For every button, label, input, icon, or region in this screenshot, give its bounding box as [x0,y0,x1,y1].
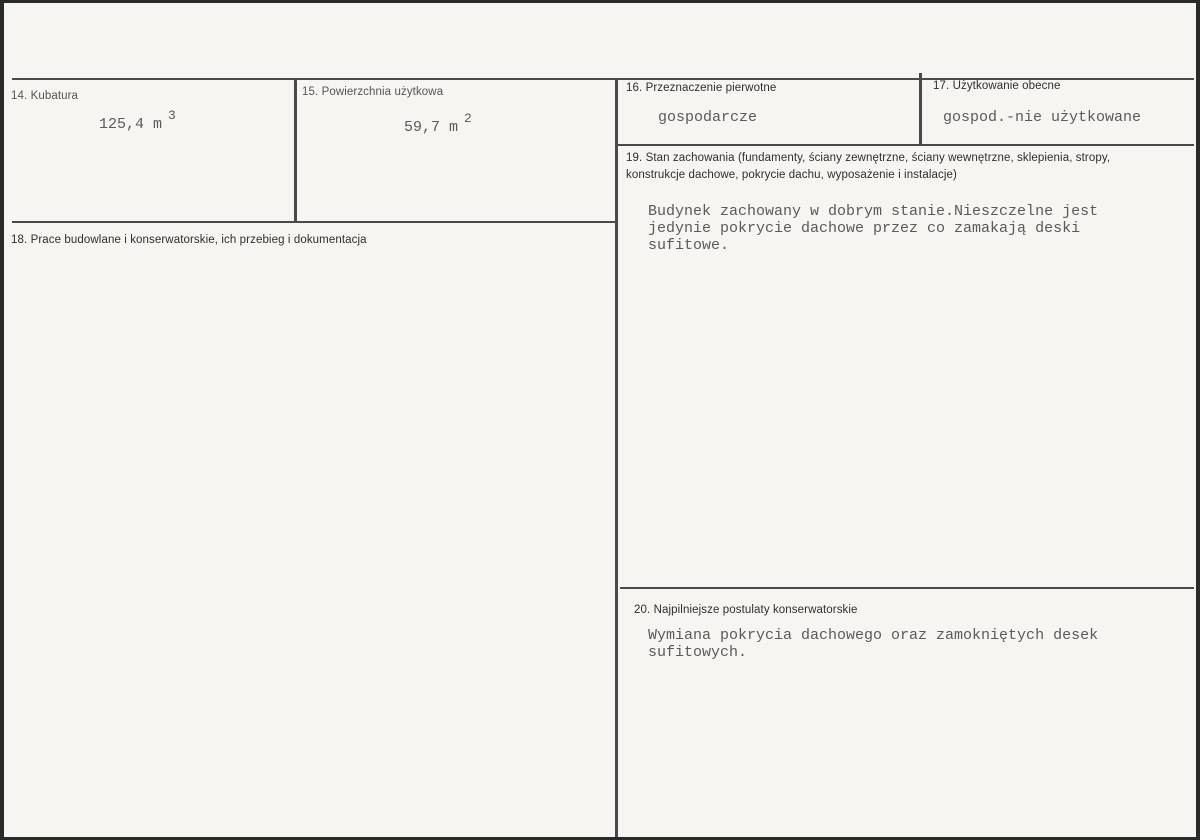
field-14-number: 125,4 m [99,116,163,133]
field-18-label: 18. Prace budowlane i konserwatorskie, ich przebieg i dokumentacja [11,234,367,246]
field-20-label: 20. Najpilniejsze postulaty konserwatorskie [634,604,858,616]
field-17-value: gospod.-nie użytkowane [943,109,1142,126]
field-14-label: 14. Kubatura [11,90,79,102]
record-card [4,3,1196,837]
field-19-value: Budynek zachowany w dobrym stanie.Nieszczelne jest jedynie pokrycie dachowe przez co zamakają deski sufitowe. [648,203,1099,254]
center-divider [615,78,618,837]
field-14-superscript: 3 [168,108,176,123]
right-row-divider [616,144,1194,146]
field-15-value [404,111,472,136]
field-15-label: 15. Powierzchnia użytkowa [302,86,444,98]
divider-14-15 [294,78,297,223]
field-15-superscript: 2 [464,111,472,126]
right-lower-divider [620,587,1194,589]
field-16-label: 16. Przeznaczenie pierwotne [626,82,777,94]
field-17-label: 17. Użytkowanie obecne [933,80,1061,92]
field-19-label: 19. Stan zachowania (fundamenty, ściany zewnętrzne, ściany wewnętrzne, sklepienia, stropy, konstrukcje dachowe, pokrycie dachu, wyposażenie i instalacje) [626,152,1111,181]
field-16-value: gospodarcze [658,109,758,126]
field-14-value [99,108,176,133]
field-20-value: Wymiana pokrycia dachowego oraz zamokniętych desek sufitowych. [648,627,1099,661]
left-row-divider [12,221,618,223]
field-15-number: 59,7 m [404,119,459,136]
divider-16-17 [919,73,922,145]
